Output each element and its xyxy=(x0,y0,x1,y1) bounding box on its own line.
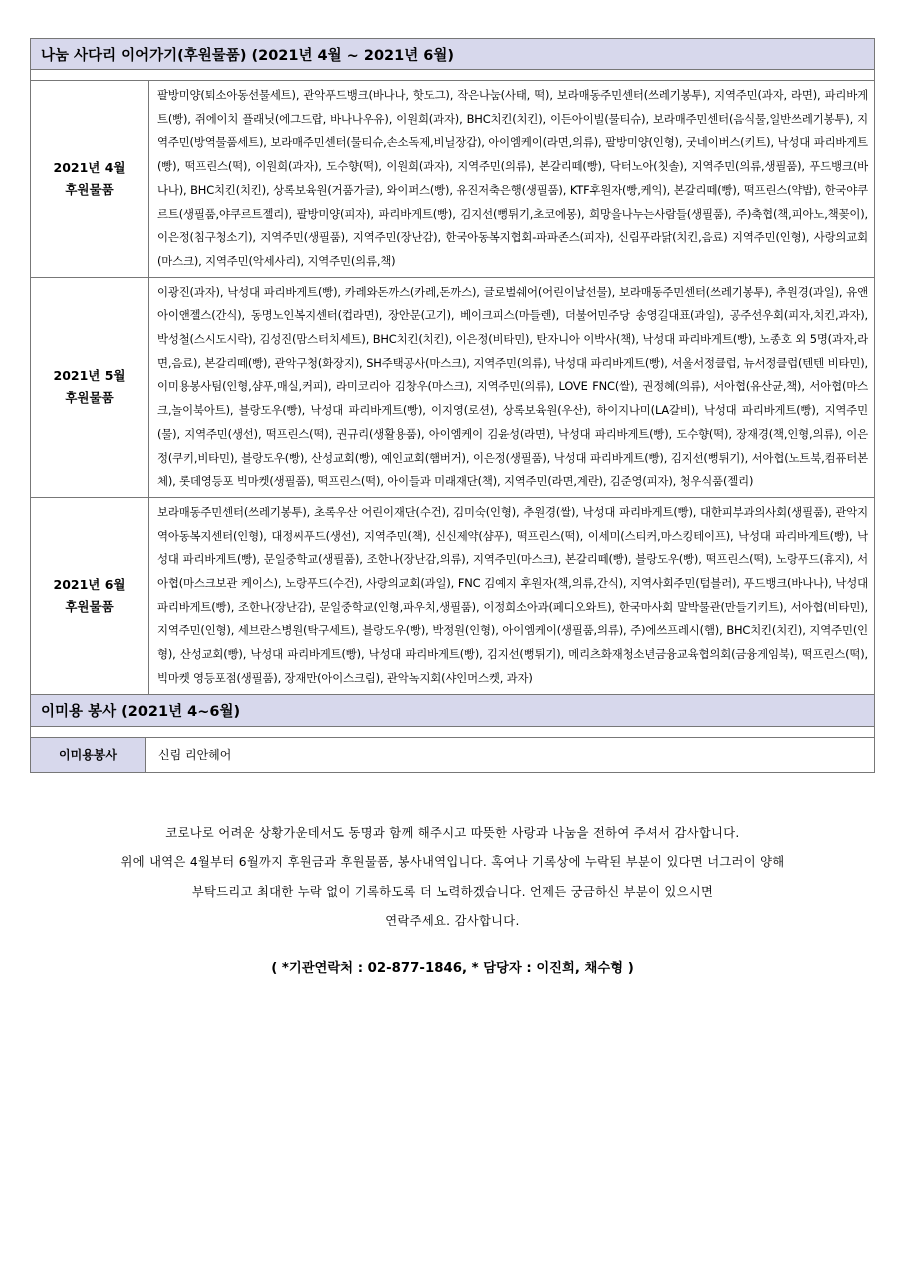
contact-info: ( *기관연락처 : 02-877-1846, * 담당자 : 이진희, 채수형 ) xyxy=(271,960,634,976)
row-label-month: 2021년 6월 xyxy=(53,576,126,592)
row-label-june xyxy=(31,497,149,694)
row-content-june: 보라매동주민센터(쓰레기봉투), 초록우산 어린이재단(수건), 김미숙(인형), 추원경(쌀), 낙성대 파리바게트(빵), 대한피부과의사회(생필품), 관악지역아동복지센터(인형), 대정씨푸드(생선), 지역주민(책), 신신제약(샴푸), 떡프린스(떡), 이세미(스티커,마스킹테이프), 낙성대 파리바게트(빵), 낙성대 파리바게트(빵), 문일중학교(생필품), 조한나(장난감,의류), 지역주민(마스크), 본갈리떼(빵), 블랑도우(빵), 떡프린스(떡), 노랑푸드(휴지), 서아협(마스크보관 케이스), 노랑푸드(수건), 사랑의교회(과일), FNC 김예지 후원자(책,의류,간식), 지역사회주민(텀블러), 푸드뱅크(바나나), 낙성대 파리바게트(빵), 조한나(장난감), 문일중학교(인형,파우치,생필품), 이정희소아과(페디오와트), 한국마사회 말박물관(만들기키트), 서아협(비타민), 지역주민(인형), 세브란스병원(탁구세트), 블랑도우(빵), 박정원(인형), 아이엠케이(생필품,의류), 주)에쓰프레시(햄), BHC치킨(치킨), 지역주민(인형), 산성교회(빵), 낙성대 파리바게트(빵), 낙성대 파리바게트(빵), 김지선(뻥튀기), 메리츠화재청소년금융교육협의회(금융게임북), 떡프린스(떡), 빅마켓 영등포점(생필품), 장재만(아이스크림), 관악녹지회(샤인머스켓, 과자) xyxy=(149,497,875,694)
beauty-value: 신림 리안헤어 xyxy=(158,748,232,763)
message-line: 위에 내역은 4월부터 6월까지 후원금과 후원물품, 봉사내역입니다. 혹여나 기록상에 누락된 부분이 있다면 너그러이 양해 xyxy=(120,855,785,870)
row-label-april xyxy=(31,81,149,278)
row-label-month: 2021년 4월 xyxy=(53,159,126,175)
row-content-may: 이광진(과자), 낙성대 파리바게트(빵), 카레와돈까스(카레,돈까스), 글로벌쉐어(어린이날선물), 보라매동주민센터(쓰레기봉투), 추원경(과일), 유앤아이앤젤스(간식), 동명노인복지센터(컵라면), 장안문(고기), 베이크피스(마들렌), 더불어민주당 송영길대표(과일), 공주선우회(피자,치킨,과자), 박성철(스시도시락), 김성진(맘스터치세트), BHC치킨(치킨), 이은정(비타민), 탄자니아 이박사(책), 낙성대 파리바게트(빵), 노종호 외 5명(과자,라면,음료), 본갈리떼(빵), 관악구청(화장지), SH주택공사(마스크), 지역주민(의류), 낙성대 파리바게트(빵), 서울서정클럽, 뉴서정클럽(텐텐 비타민), 이미용봉사팀(인형,샴푸,매실,커피), 라미코리아 김창우(마스크), 지역주민(의류), LOVE FNC(쌀), 권정혜(의류), 서아협(유산균,책), 서아협(마스크,놀이북아트), 블랑도우(빵), 낙성대 파리바게트(빵), 이지영(로션), 상록보육원(우산), 하이지나미(LA갈비), 낙성대 파리바게트(빵), 지역주민(물), 지역주민(생선), 떡프린스(떡), 권규리(생활용품), 아이엠케이 김윤성(라면), 낙성대 파리바게트(빵), 도수향(떡), 장재경(책,인형,의류), 이은정(쿠키,비타민), 블랑도우(빵), 산성교회(빵), 예인교회(햄버거), 이은정(생필품), 낙성대 파리바게트(빵), 김지선(뻥튀기), 서아협(노트북,컴퓨터본체), 롯데영등포 빅마켓(생필품), 떡프린스(떡), 아이들과 미래재단(책), 지역주민(라면,계란), 김준영(피자), 청우식품(젤리) xyxy=(149,277,875,497)
donations-table xyxy=(30,80,875,695)
row-label-month: 2021년 5월 xyxy=(53,368,126,384)
section-title-donations: 나눔 사다리 이어가기(후원물품) (2021년 4월 ~ 2021년 6월) xyxy=(30,38,875,70)
row-content-april: 팔방미양(퇴소아동선물세트), 관악푸드뱅크(바나나, 핫도그), 작은나눔(사태, 떡), 보라매동주민센터(쓰레기봉투), 지역주민(과자, 라면), 파리바게트(빵), 쥐에이치 플래닛(에그드랍, 바나나우유), 이원희(과자), BHC치킨(치킨), 이든아이빌(물티슈), 보라매주민센터(음식물,일반쓰레기봉투), 지역주민(방역물품세트), 보라매주민센터(물티슈,손소독제,비닐장갑), 아이엠케이(라면,의류), 팔방미양(인형), 굿네이버스(키트), 낙성대 파리바게트(빵), 떡프린스(떡), 이원희(과자), 도수향(떡), 이원희(과자), 지역주민(의류), 본갈리떼(빵), 닥터노아(칫솔), 지역주민(의류,생필품), 푸드뱅크(바나나), BHC치킨(치킨), 상록보육원(거품가글), 와이퍼스(빵), 유진저축은행(생필품), KTF후원자(빵,케익), 본갈리떼(빵), 떡프린스(약밥), 한국야쿠르트(생필품,야쿠르트젤리), 팔방미양(피자), 파리바게트(빵), 김지선(뻥튀기,초코에몽), 희망을나누는사람들(생필품), 주)축협(책,피아노,책꽂이), 이은정(침구청소기), 지역주민(생필품), 지역주민(장난감), 한국아동복지협회-파파존스(피자), 신림푸라닭(치킨,음료) 지역주민(인형), 사랑의교회(마스크), 지역주민(악세사리), 지역주민(의류,책) xyxy=(149,81,875,278)
beauty-label: 이미용봉사 xyxy=(31,738,146,772)
row-label-type: 후원물품 xyxy=(65,181,114,197)
row-label-type: 후원물품 xyxy=(65,598,114,614)
table-row-may xyxy=(31,277,875,497)
row-label-may xyxy=(31,277,149,497)
table-row-april xyxy=(31,81,875,278)
message-line: 코로나로 어려운 상황가운데서도 동명과 함께 해주시고 따뜻한 사랑과 나눔을 전하여 주셔서 감사합니다. xyxy=(165,825,740,840)
section-spacer xyxy=(30,70,875,80)
beauty-row xyxy=(30,737,875,773)
message-line: 부탁드리고 최대한 누락 없이 기록하도록 더 노력하겠습니다. 언제든 궁금하신 부분이 있으시면 xyxy=(191,884,714,899)
section-spacer xyxy=(30,727,875,737)
row-label-type: 후원물품 xyxy=(65,390,114,406)
table-row-june xyxy=(31,497,875,694)
document-page xyxy=(30,38,875,976)
message-line: 연락주세요. 감사합니다. xyxy=(385,914,520,929)
thank-you-message xyxy=(30,819,875,937)
section-title-beauty: 이미용 봉사 (2021년 4~6월) xyxy=(30,695,875,727)
